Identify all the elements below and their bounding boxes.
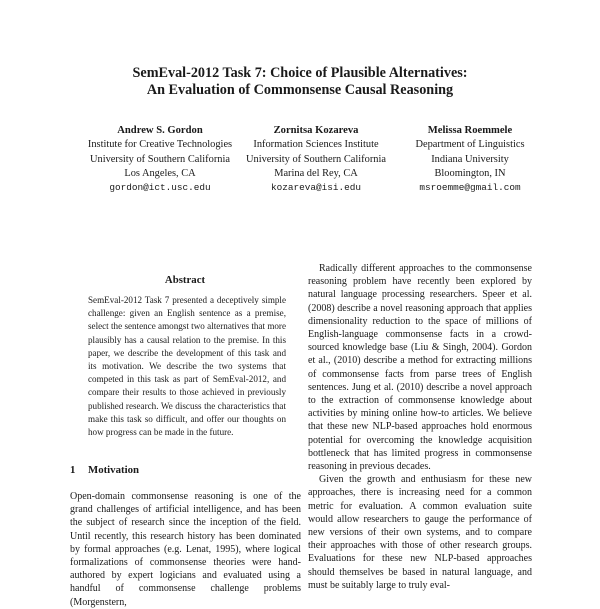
right-column-paragraph-2: Given the growth and enthusiasm for these new approaches, there is increasing need for a common metric for evaluation. A common evaluation suite would allow researchers to gauge the performance of new versions of their own systems, and to compare their approaches with those of other research groups. Evaluations for these new NLP-based approaches should themselves be based in natural language, and must be suitably large to truly eval- bbox=[308, 474, 532, 591]
author-block-gordon bbox=[70, 124, 250, 195]
section-title: Motivation bbox=[88, 464, 139, 476]
author-email: gordon@ict.usc.edu bbox=[109, 182, 211, 194]
right-column-text bbox=[308, 262, 532, 592]
author-affiliation: Information Sciences Institute bbox=[253, 139, 379, 151]
author-university: University of Southern California bbox=[90, 153, 230, 165]
author-email: kozareva@isi.edu bbox=[270, 182, 361, 194]
author-name: Zornitsa Kozareva bbox=[273, 125, 359, 136]
abstract-body: SemEval-2012 Task 7 presented a deceptively simple challenge: given an English sentence as a premise, select the sentence amongst two alternatives that more plausibly has a causal relation to the premise. In this paper, we describe the development of this task and its motivation. We describe the two systems that competed in this task as part of SemEval-2012, and compare their results to those achieved in previously published research. We discuss the characteristics that make this task so difficult, and offer our thoughts on how progress can be made in the future. bbox=[88, 295, 286, 438]
author-location: Los Angeles, CA bbox=[124, 167, 196, 179]
section-number: 1 bbox=[70, 464, 76, 476]
author-name: Melissa Roemmele bbox=[427, 125, 513, 136]
author-block-roemmele bbox=[380, 124, 560, 195]
author-affiliation: Department of Linguistics bbox=[415, 139, 525, 151]
author-location: Bloomington, IN bbox=[434, 167, 506, 179]
motivation-paragraph: Open-domain commonsense reasoning is one of the grand challenges of artificial intelligence, and has been the subject of research since the inception of the field. Until recently, this research history has been dominated by formal approaches (e.g. Lenat, 1995), where logical formalizations of commonsense theories were hand-authored by expert logicians and evaluated using a handful of commonsense challenge problems (Morgenstern, bbox=[70, 491, 301, 608]
author-university: Indiana University bbox=[431, 153, 509, 165]
author-email: msroemme@gmail.com bbox=[419, 182, 521, 194]
section-heading-motivation bbox=[70, 464, 139, 476]
paper-title-line-2: An Evaluation of Commonsense Causal Reasoning bbox=[146, 82, 454, 98]
paper-title-line-1: SemEval-2012 Task 7: Choice of Plausible Alternatives: bbox=[132, 65, 468, 81]
author-university: University of Southern California bbox=[246, 153, 386, 165]
author-block-kozareva bbox=[226, 124, 406, 195]
right-column-paragraph-1: Radically different approaches to the commonsense reasoning problem have recently been explored by natural language processing researchers. Speer et al. (2008) describe a novel reasoning approach that applies dimensionality reduction to the space of millions of English-language commonsense facts in a crowd-sourced knowledge base (Liu & Singh, 2004). Gordon et al., (2010) describe a method for extracting millions of commonsense facts from parse trees of English sentences. Jung et al. (2010) describe a novel approach to the extraction of commonsense knowledge about activities by mining online how-to articles. We believe that these new NLP-based approaches hold enormous potential for overcoming the knowledge acquisition bottleneck that has limited progress in commonsense reasoning in previous decades. bbox=[308, 263, 532, 473]
author-affiliation: Institute for Creative Technologies bbox=[87, 139, 233, 151]
author-name: Andrew S. Gordon bbox=[117, 125, 203, 136]
author-location: Marina del Rey, CA bbox=[274, 167, 358, 179]
abstract-heading: Abstract bbox=[164, 274, 206, 286]
